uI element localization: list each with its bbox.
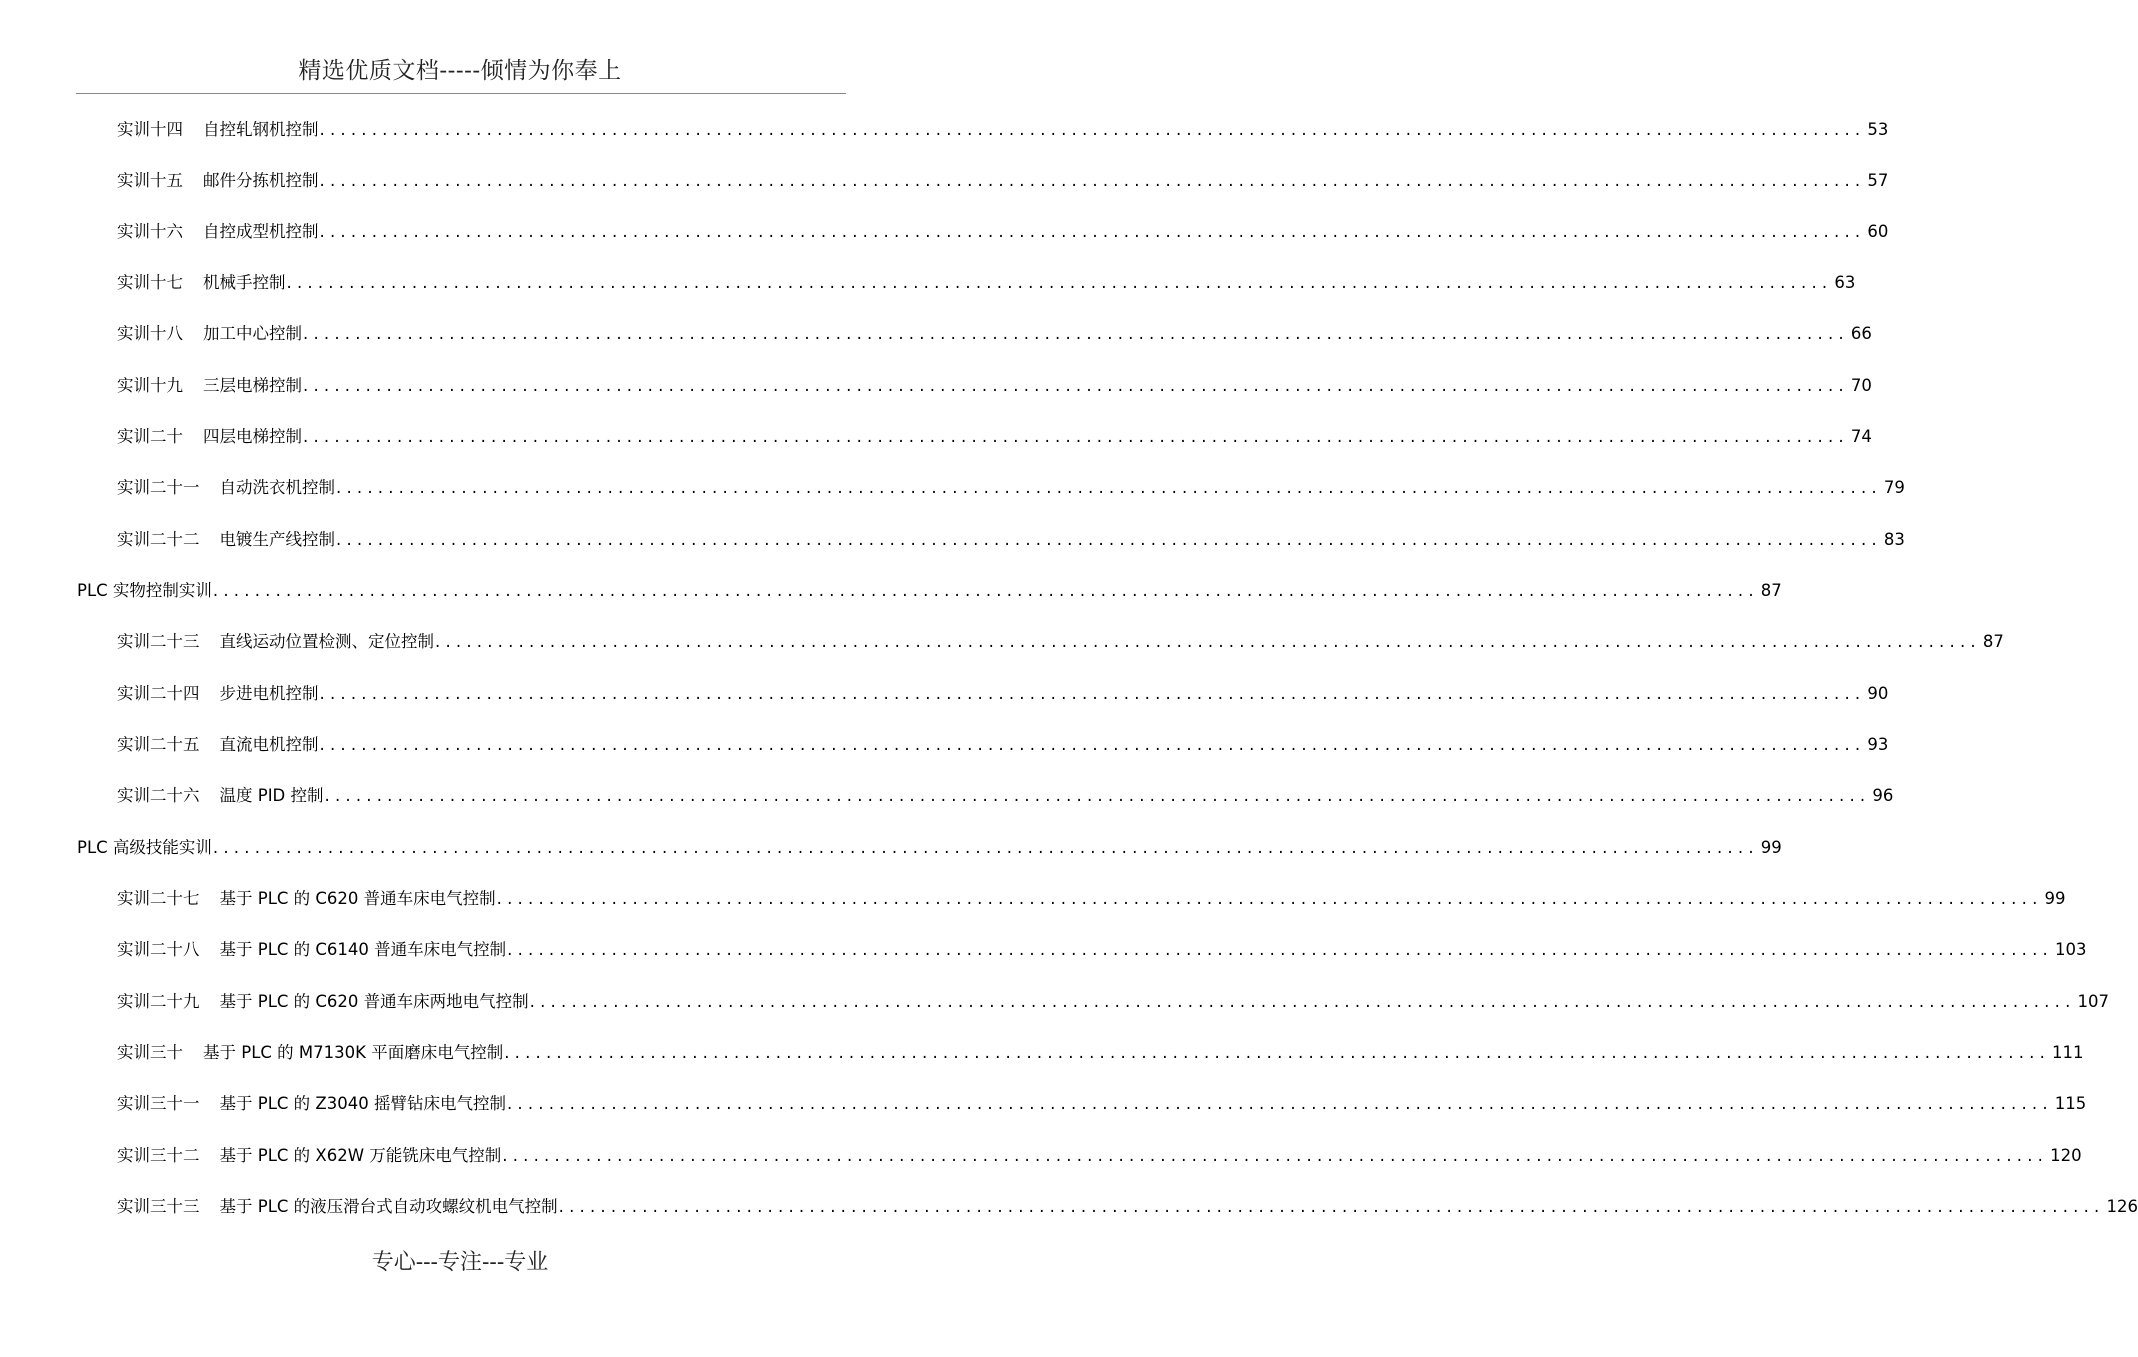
toc-entry-title: 电镀生产线控制 bbox=[219, 530, 335, 549]
toc-page-number: 99 bbox=[2044, 889, 2066, 908]
toc-dot-leader: .................................................................................................................................................... bbox=[558, 1197, 2105, 1216]
toc-dot-leader: .................................................................................................................................................... bbox=[502, 1146, 2049, 1165]
toc-entry-number: 实训三十一 bbox=[117, 1094, 200, 1113]
toc-dot-leader: .................................................................................................................................................... bbox=[435, 632, 1981, 651]
toc-entry-number: 实训二十五 bbox=[117, 735, 200, 754]
toc-entry-number: 实训十五 bbox=[117, 171, 183, 190]
toc-dot-leader: .................................................................................................................................................... bbox=[303, 376, 1849, 395]
toc-dot-leader: .................................................................................................................................................... bbox=[319, 735, 1866, 754]
toc-entry-title: 直线运动位置检测、定位控制 bbox=[219, 632, 434, 651]
toc-section-plc-physical[interactable] bbox=[77, 571, 1782, 611]
toc-page-number: 90 bbox=[1867, 684, 1889, 703]
page-header: 精选优质文档-----倾情为你奉上 bbox=[298, 58, 622, 84]
toc-entry-29[interactable] bbox=[117, 982, 2110, 1022]
toc-page-number: 63 bbox=[1834, 273, 1856, 292]
toc-entry-15[interactable] bbox=[117, 161, 1889, 201]
toc-entry-title: 基于 PLC 的液压滑台式自动攻螺纹机电气控制 bbox=[219, 1197, 558, 1216]
toc-dot-leader: .................................................................................................................................................... bbox=[319, 120, 1866, 139]
toc-page-number: 87 bbox=[1760, 581, 1782, 600]
toc-entry-number: 实训三十三 bbox=[117, 1197, 200, 1216]
toc-entry-number: 实训二十二 bbox=[117, 530, 200, 549]
toc-dot-leader: .................................................................................................................................................... bbox=[319, 222, 1866, 241]
toc-entry-title: 基于 PLC 的 C6140 普通车床电气控制 bbox=[219, 940, 507, 959]
toc-entry-title: 基于 PLC 的 M7130K 平面磨床电气控制 bbox=[203, 1043, 504, 1062]
toc-page-number: 57 bbox=[1867, 171, 1889, 190]
toc-entry-28[interactable] bbox=[117, 930, 2087, 970]
toc-page-number: 83 bbox=[1883, 530, 1905, 549]
toc-entry-title: 基于 PLC 的 C620 普通车床两地电气控制 bbox=[219, 992, 529, 1011]
toc-entry-22[interactable] bbox=[117, 520, 1905, 560]
toc-entry-title: 基于 PLC 的 C620 普通车床电气控制 bbox=[219, 889, 496, 908]
toc-entry-title: 加工中心控制 bbox=[203, 324, 302, 343]
toc-entry-number: 实训二十九 bbox=[117, 992, 200, 1011]
toc-section-title: PLC 高级技能实训 bbox=[77, 838, 212, 857]
toc-dot-leader: .................................................................................................................................................... bbox=[212, 581, 1759, 600]
toc-entry-number: 实训十八 bbox=[117, 324, 183, 343]
toc-page-number: 60 bbox=[1867, 222, 1889, 241]
page-footer: 专心---专注---专业 bbox=[371, 1250, 549, 1275]
toc-entry-21[interactable] bbox=[117, 468, 1905, 508]
toc-entry-16[interactable] bbox=[117, 212, 1889, 252]
toc-page-number: 115 bbox=[2054, 1094, 2087, 1113]
toc-entry-20[interactable] bbox=[117, 417, 1872, 457]
toc-entry-number: 实训二十 bbox=[117, 427, 183, 446]
toc-dot-leader: .................................................................................................................................................... bbox=[324, 786, 1871, 805]
toc-entry-number: 实训十七 bbox=[117, 273, 183, 292]
toc-entry-33[interactable] bbox=[117, 1187, 2138, 1227]
toc-dot-leader: .................................................................................................................................................... bbox=[506, 1094, 2053, 1113]
toc-entry-title: 基于 PLC 的 Z3040 摇臂钻床电气控制 bbox=[219, 1094, 506, 1113]
toc-dot-leader: .................................................................................................................................................... bbox=[496, 889, 2043, 908]
toc-page-number: 53 bbox=[1867, 120, 1889, 139]
toc-entry-number: 实训十四 bbox=[117, 120, 183, 139]
toc-entry-32[interactable] bbox=[117, 1136, 2082, 1176]
toc-dot-leader: .................................................................................................................................................... bbox=[529, 992, 2076, 1011]
toc-page-number: 93 bbox=[1867, 735, 1889, 754]
toc-section-plc-advanced[interactable] bbox=[77, 828, 1782, 868]
toc-entry-number: 实训二十一 bbox=[117, 478, 200, 497]
toc-entry-30[interactable] bbox=[117, 1033, 2084, 1073]
toc-entry-number: 实训三十二 bbox=[117, 1146, 200, 1165]
toc-entry-23[interactable] bbox=[117, 622, 2004, 662]
toc-entry-number: 实训三十 bbox=[117, 1043, 183, 1062]
toc-entry-19[interactable] bbox=[117, 366, 1872, 406]
toc-entry-number: 实训十九 bbox=[117, 376, 183, 395]
toc-entry-25[interactable] bbox=[117, 725, 1889, 765]
toc-entry-title: 三层电梯控制 bbox=[203, 376, 302, 395]
toc-entry-title: 邮件分拣机控制 bbox=[203, 171, 319, 190]
toc-dot-leader: .................................................................................................................................................... bbox=[303, 427, 1849, 446]
toc-entry-title: 直流电机控制 bbox=[219, 735, 319, 754]
toc-dot-leader: .................................................................................................................................................... bbox=[319, 171, 1866, 190]
toc-section-title: PLC 实物控制实训 bbox=[77, 581, 212, 600]
toc-page-number: 99 bbox=[1760, 838, 1782, 857]
toc-entry-26[interactable] bbox=[117, 776, 1894, 816]
toc-entry-title: 基于 PLC 的 X62W 万能铣床电气控制 bbox=[219, 1146, 502, 1165]
toc-page-number: 120 bbox=[2050, 1146, 2082, 1165]
toc-entry-31[interactable] bbox=[117, 1084, 2087, 1124]
toc-dot-leader: .................................................................................................................................................... bbox=[336, 530, 1882, 549]
toc-entry-18[interactable] bbox=[117, 314, 1872, 354]
toc-entry-24[interactable] bbox=[117, 674, 1889, 714]
toc-entry-17[interactable] bbox=[117, 263, 1856, 303]
toc-entry-title: 步进电机控制 bbox=[219, 684, 319, 703]
toc-entry-number: 实训二十六 bbox=[117, 786, 200, 805]
toc-dot-leader: .................................................................................................................................................... bbox=[286, 273, 1833, 292]
toc-entry-title: 四层电梯控制 bbox=[203, 427, 302, 446]
toc-entry-title: 自控轧钢机控制 bbox=[203, 120, 319, 139]
toc-entry-14[interactable] bbox=[117, 110, 1889, 150]
toc-entry-title: 温度 PID 控制 bbox=[219, 786, 324, 805]
toc-page-number: 111 bbox=[2052, 1043, 2084, 1062]
toc-page-number: 126 bbox=[2106, 1197, 2138, 1216]
toc-entry-title: 自控成型机控制 bbox=[203, 222, 319, 241]
toc-entry-title: 自动洗衣机控制 bbox=[219, 478, 335, 497]
toc-dot-leader: .................................................................................................................................................... bbox=[319, 684, 1866, 703]
toc-entry-number: 实训二十八 bbox=[117, 940, 200, 959]
toc-page-number: 87 bbox=[1982, 632, 2004, 651]
toc-page-number: 107 bbox=[2077, 992, 2110, 1011]
toc-page-number: 103 bbox=[2055, 940, 2087, 959]
toc-entry-number: 实训二十四 bbox=[117, 684, 200, 703]
toc-dot-leader: .................................................................................................................................................... bbox=[336, 478, 1882, 497]
toc-dot-leader: .................................................................................................................................................... bbox=[303, 324, 1849, 343]
toc-entry-number: 实训二十七 bbox=[117, 889, 200, 908]
toc-page-number: 79 bbox=[1883, 478, 1905, 497]
toc-page-number: 96 bbox=[1872, 786, 1894, 805]
toc-entry-title: 机械手控制 bbox=[203, 273, 286, 292]
header-rule bbox=[76, 93, 846, 94]
toc-page-number: 70 bbox=[1850, 376, 1872, 395]
toc-page-number: 74 bbox=[1850, 427, 1872, 446]
toc-dot-leader: .................................................................................................................................................... bbox=[507, 940, 2053, 959]
toc-dot-leader: .................................................................................................................................................... bbox=[504, 1043, 2051, 1062]
toc-entry-number: 实训十六 bbox=[117, 222, 183, 241]
toc-dot-leader: .................................................................................................................................................... bbox=[212, 838, 1759, 857]
toc-page-number: 66 bbox=[1850, 324, 1872, 343]
toc-entry-27[interactable] bbox=[117, 879, 2066, 919]
toc-entry-number: 实训二十三 bbox=[117, 632, 200, 651]
